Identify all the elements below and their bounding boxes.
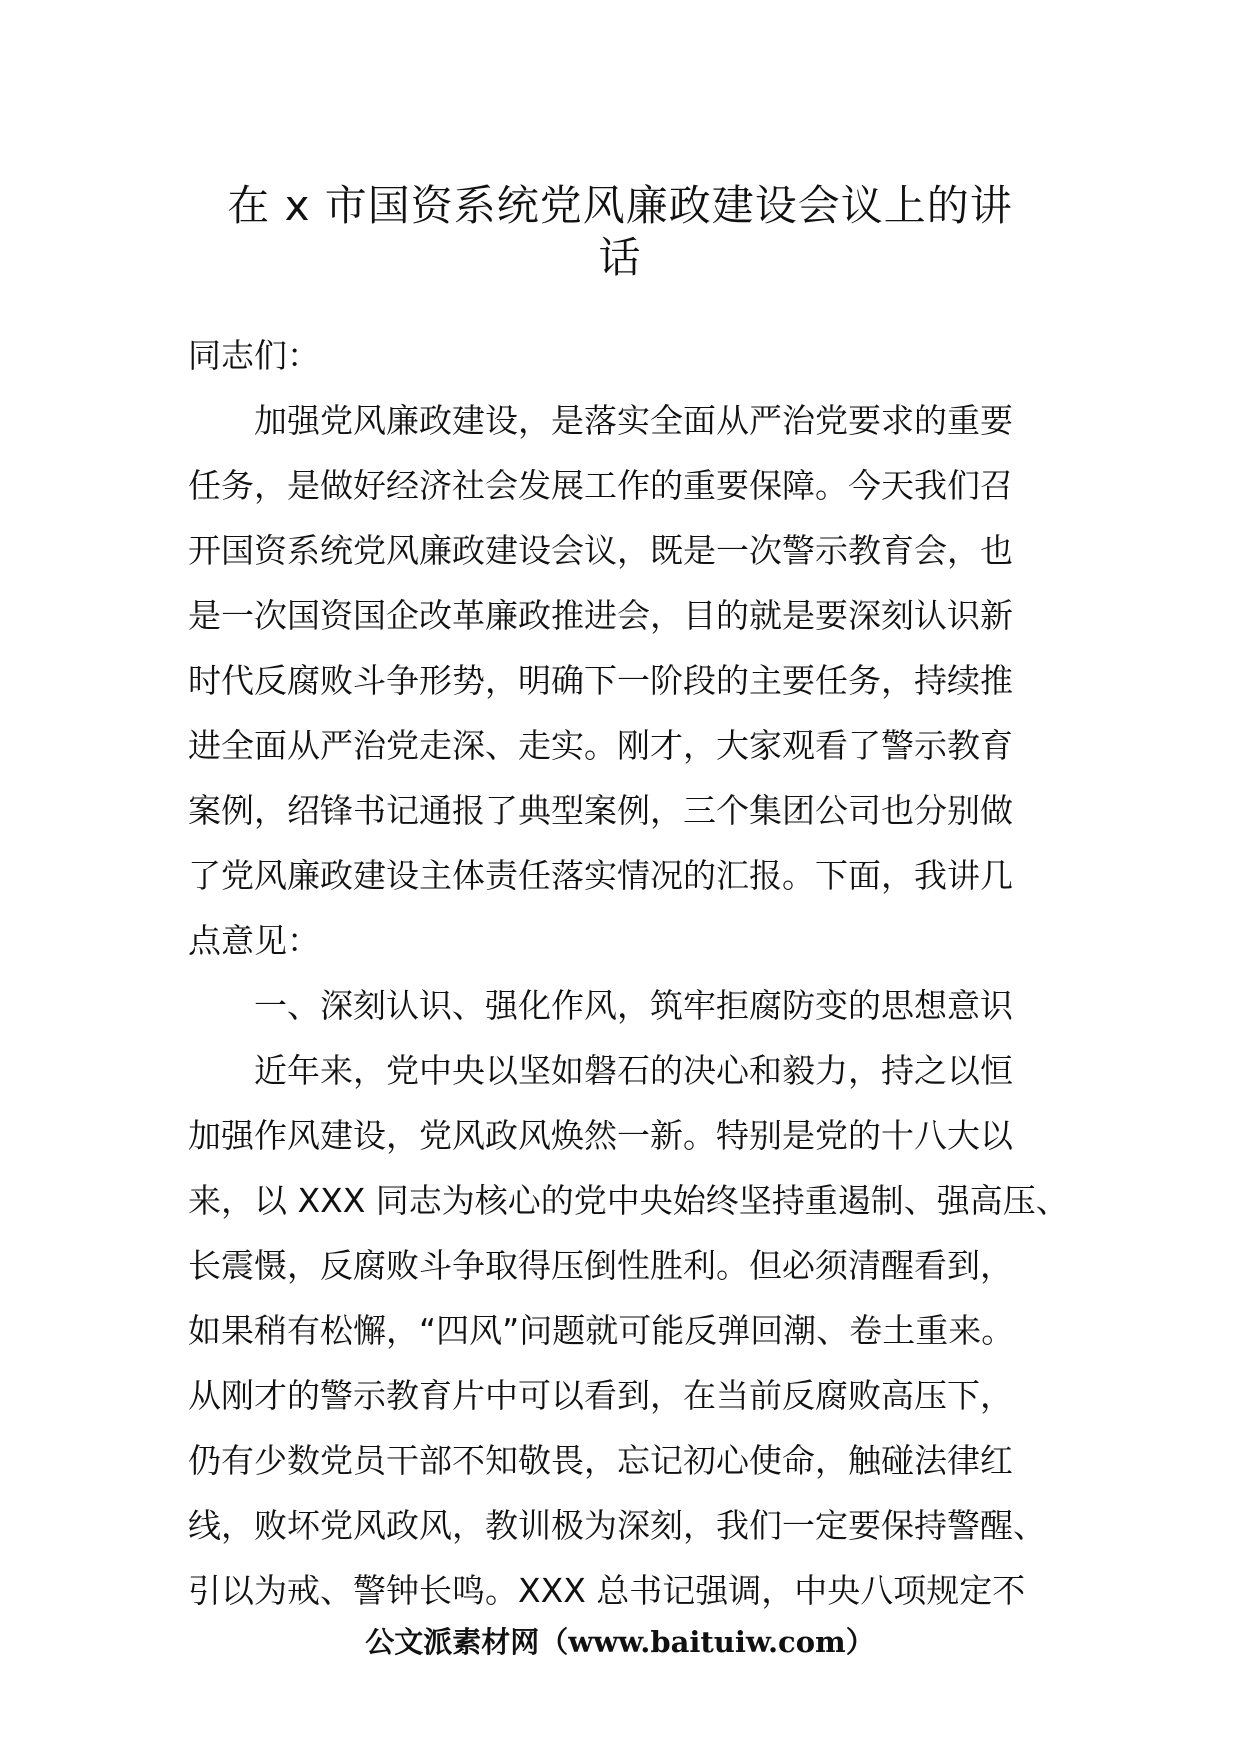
document-body	[188, 323, 1088, 1623]
text-line: 同志们：	[188, 336, 320, 375]
text-line: 点意见：	[188, 921, 320, 960]
text-line: 如果稍有松懈，“四风”问题就可能反弹回潮、卷土重来。	[188, 1311, 1015, 1350]
text-line: 了党风廉政建设主体责任落实情况的汇报。下面，我讲几	[188, 856, 1013, 895]
text-line: 引以为戒、警钟长鸣。XXX 总书记强调，中央八项规定不	[188, 1571, 1026, 1610]
text-line: 进全面从严治党走深、走实。刚才，大家观看了警示教育	[188, 726, 1013, 765]
text-line: 案例，绍锋书记通报了典型案例，三个集团公司也分别做	[188, 791, 1013, 830]
text-line: 来，以 XXX 同志为核心的党中央始终坚持重遏制、强高压、	[188, 1181, 1069, 1220]
text-line: 是一次国资国企改革廉政推进会，目的就是要深刻认识新	[188, 596, 1013, 635]
document-title	[180, 180, 1060, 284]
title-line: 在 x 市国资系统党风廉政建设会议上的讲	[227, 181, 1013, 230]
text-line: 加强党风廉政建设，是落实全面从严治党要求的重要	[254, 401, 1013, 440]
footer-watermark: 公文派素材网（www.baituiw.com）	[365, 1625, 875, 1659]
text-line: 线，败坏党风政风，教训极为深刻，我们一定要保持警醒、	[188, 1506, 1046, 1545]
text-line: 时代反腐败斗争形势，明确下一阶段的主要任务，持续推	[188, 661, 1013, 700]
text-line: 近年来，党中央以坚如磐石的决心和毅力，持之以恒	[254, 1051, 1013, 1090]
title-line: 话	[598, 233, 642, 282]
text-line: 开国资系统党风廉政建设会议，既是一次警示教育会，也	[188, 531, 1013, 570]
text-line: 长震慑，反腐败斗争取得压倒性胜利。但必须清醒看到，	[188, 1246, 1013, 1285]
text-line: 加强作风建设，党风政风焕然一新。特别是党的十八大以	[188, 1116, 1013, 1155]
text-line: 从刚才的警示教育片中可以看到，在当前反腐败高压下，	[188, 1376, 1013, 1415]
text-line: 任务，是做好经济社会发展工作的重要保障。今天我们召	[188, 466, 1013, 505]
text-line: 仍有少数党员干部不知敬畏，忘记初心使命，触碰法律红	[188, 1441, 1013, 1480]
text-line: 一、深刻认识、强化作风，筑牢拒腐防变的思想意识	[254, 986, 1013, 1025]
